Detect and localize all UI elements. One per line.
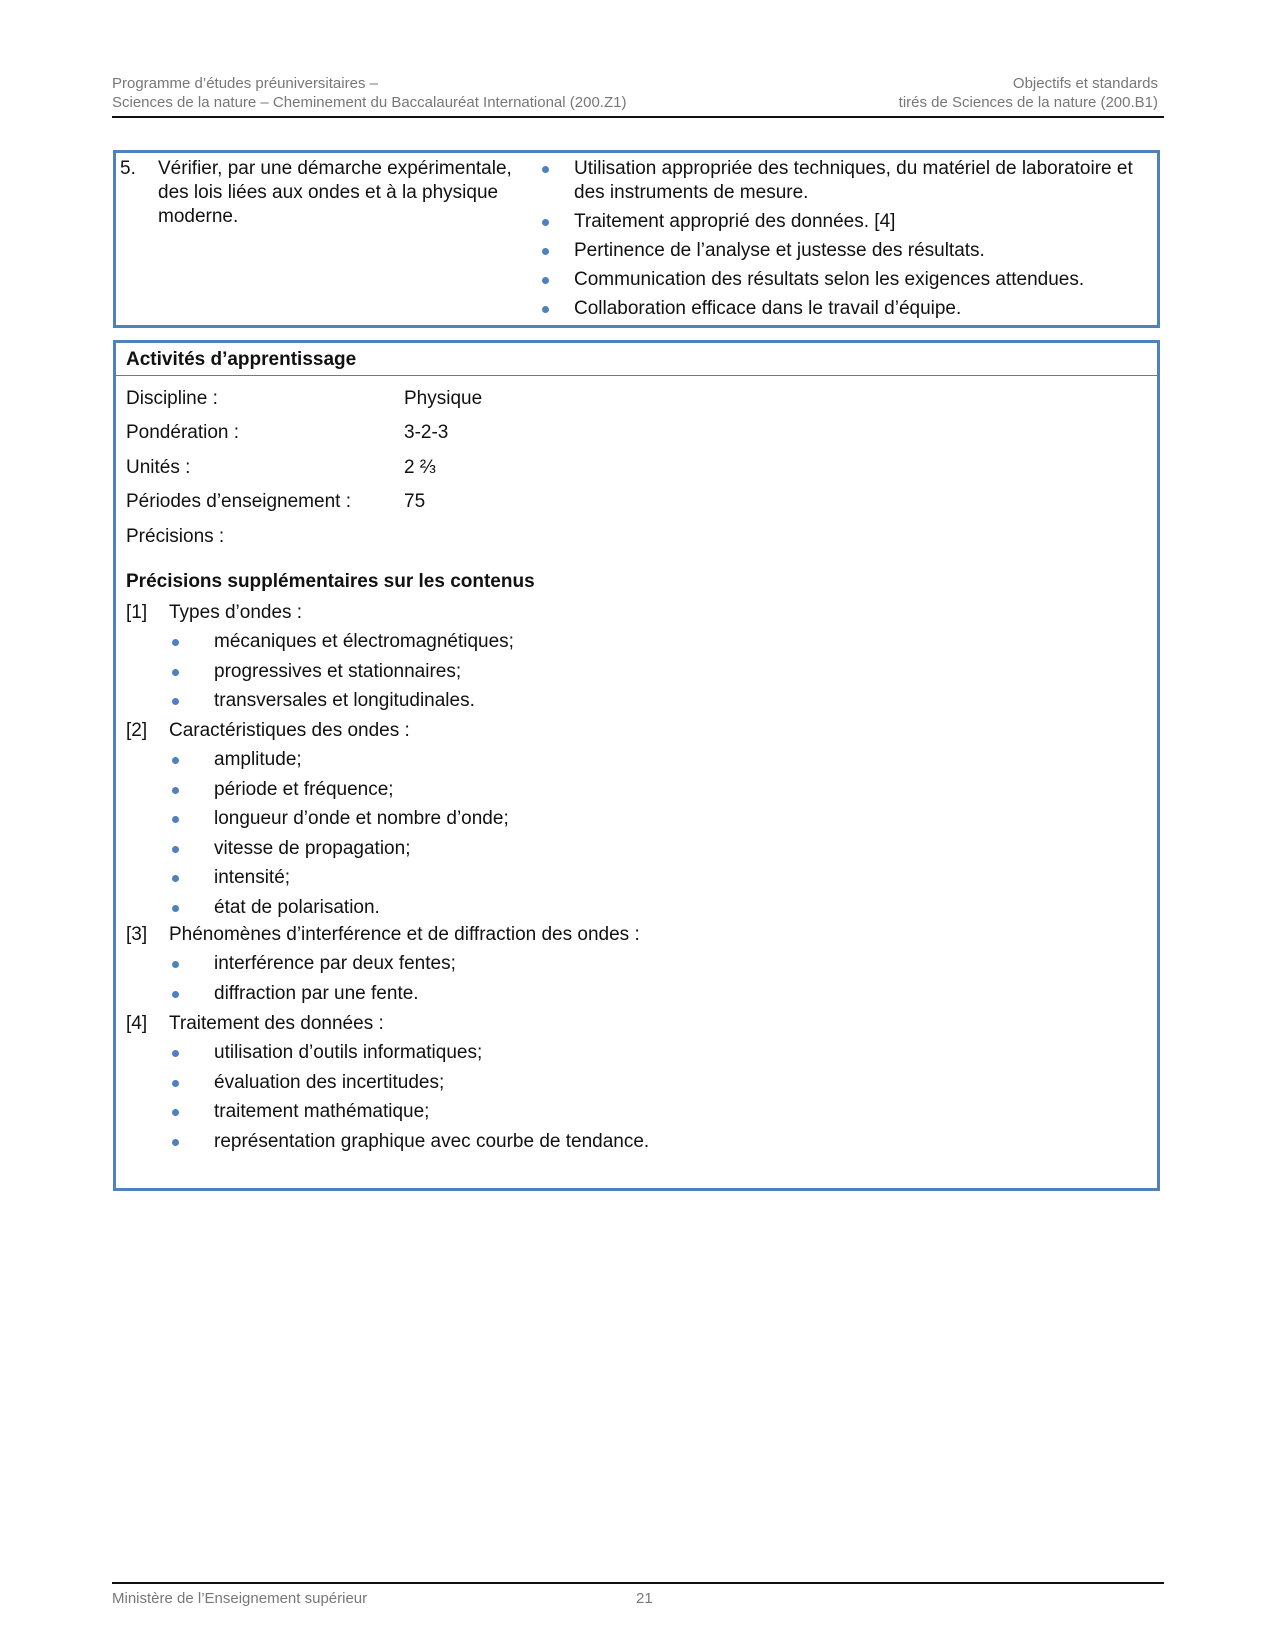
objective-box — [113, 150, 1160, 328]
field-label: Discipline : — [126, 388, 218, 409]
page-footer — [112, 1582, 1164, 1607]
criterion-text: Pertinence de l’analyse et justesse des résultats. — [574, 240, 985, 261]
bullet-icon — [542, 277, 549, 284]
page-number: 21 — [636, 1590, 653, 1607]
list-item-text: interférence par deux fentes; — [214, 953, 456, 974]
additional-details-heading: Précisions supplémentaires sur les contenus — [126, 571, 535, 592]
list-item — [126, 1041, 1026, 1071]
criterion-text: Traitement approprié des données. [4] — [574, 211, 896, 232]
section-list — [126, 1041, 1026, 1159]
section-heading: Traitement des données : — [169, 1013, 384, 1034]
objective-text: Vérifier, par une démarche expérimentale, des lois liées aux ondes et à la physique moderne. — [158, 158, 512, 227]
learning-activities-box — [113, 340, 1160, 1191]
criterion-text: Communication des résultats selon les exigences attendues. — [574, 269, 1085, 290]
bullet-icon — [172, 669, 179, 676]
section-heading: Phénomènes d’interférence et de diffraction des ondes : — [169, 924, 640, 945]
header-section-line1: Objectifs et standards — [1012, 75, 1158, 92]
page-header — [112, 74, 1164, 118]
bullet-icon — [172, 905, 179, 912]
bullet-icon — [172, 639, 179, 646]
learning-activities-title: Activités d’apprentissage — [116, 343, 1157, 376]
criterion-item — [536, 297, 1156, 321]
header-section-line2: tirés de Sciences de la nature (200.B1) — [898, 94, 1158, 111]
section-list — [126, 630, 1026, 719]
section-tag: [2] — [126, 720, 148, 741]
list-item — [126, 1071, 1026, 1101]
list-item-text: progressives et stationnaires; — [214, 660, 462, 682]
list-item-text: représentation graphique avec courbe de tendance. — [214, 1130, 650, 1152]
bullet-icon — [542, 306, 549, 313]
bullet-icon — [542, 219, 549, 226]
list-item — [126, 1130, 1026, 1160]
list-item-text: transversales et longitudinales. — [214, 690, 475, 711]
list-item-text: amplitude; — [214, 749, 302, 770]
field-value: 3-2-3 — [404, 422, 449, 443]
criterion-text: Utilisation appropriée des techniques, du matériel de laboratoire et des instruments de mesure. — [574, 158, 1133, 203]
list-item — [126, 778, 1026, 808]
bullet-icon — [172, 1050, 179, 1057]
section-heading: Types d’ondes : — [169, 602, 303, 623]
criterion-item — [536, 268, 1156, 292]
header-program-line1: Programme d’études préuniversitaires – — [112, 75, 378, 92]
list-item-text: période et fréquence; — [214, 778, 394, 800]
section-list — [126, 748, 1026, 925]
field-label: Précisions : — [126, 526, 225, 547]
list-item — [126, 952, 1026, 982]
list-item-text: mécaniques et électromagnétiques; — [214, 631, 514, 652]
bullet-icon — [172, 1139, 179, 1146]
list-item-text: traitement mathématique; — [214, 1101, 430, 1122]
list-item-text: intensité; — [214, 867, 291, 888]
list-item — [126, 837, 1026, 867]
footer-ministry: Ministère de l’Enseignement supérieur — [112, 1590, 368, 1607]
bullet-icon — [542, 248, 549, 255]
performance-criteria-list — [536, 157, 1156, 326]
section-tag: [3] — [126, 924, 148, 945]
list-item-text: évaluation des incertitudes; — [214, 1071, 445, 1093]
list-item — [126, 1100, 1026, 1130]
section-list — [126, 952, 1026, 1011]
list-item — [126, 660, 1026, 690]
section-tag: [4] — [126, 1013, 148, 1034]
list-item-text: diffraction par une fente. — [214, 982, 419, 1004]
field-value: 75 — [404, 491, 426, 512]
criterion-item — [536, 157, 1156, 205]
field-value: Physique — [404, 388, 483, 409]
field-label: Unités : — [126, 457, 191, 478]
criterion-item — [536, 210, 1156, 234]
bullet-icon — [172, 961, 179, 968]
bullet-icon — [172, 787, 179, 794]
bullet-icon — [172, 757, 179, 764]
criterion-text: Collaboration efficace dans le travail d’équipe. — [574, 298, 962, 319]
list-item-text: utilisation d’outils informatiques; — [214, 1042, 483, 1063]
list-item — [126, 630, 1026, 660]
section-tag: [1] — [126, 602, 148, 623]
header-section — [899, 74, 1158, 112]
header-program-line2: Sciences de la nature – Cheminement du Baccalauréat International (200.Z1) — [112, 94, 627, 111]
bullet-icon — [172, 875, 179, 882]
section-heading: Caractéristiques des ondes : — [169, 720, 410, 741]
bullet-icon — [172, 991, 179, 998]
list-item — [126, 866, 1026, 896]
bullet-icon — [172, 1109, 179, 1116]
bullet-icon — [172, 846, 179, 853]
field-value: 2 ⅔ — [404, 457, 436, 478]
field-label: Pondération : — [126, 422, 240, 443]
list-item — [126, 807, 1026, 837]
field-label: Périodes d’enseignement : — [126, 491, 351, 512]
objective-number: 5. — [120, 158, 136, 179]
bullet-icon — [172, 816, 179, 823]
list-item — [126, 748, 1026, 778]
bullet-icon — [542, 166, 549, 173]
list-item — [126, 982, 1026, 1012]
header-program — [112, 74, 626, 112]
bullet-icon — [172, 1080, 179, 1087]
bullet-icon — [172, 698, 179, 705]
criterion-item — [536, 239, 1156, 263]
list-item — [126, 896, 1026, 926]
list-item-text: longueur d’onde et nombre d’onde; — [214, 808, 509, 829]
list-item — [126, 689, 1026, 719]
list-item-text: vitesse de propagation; — [214, 837, 411, 859]
list-item-text: état de polarisation. — [214, 896, 380, 918]
